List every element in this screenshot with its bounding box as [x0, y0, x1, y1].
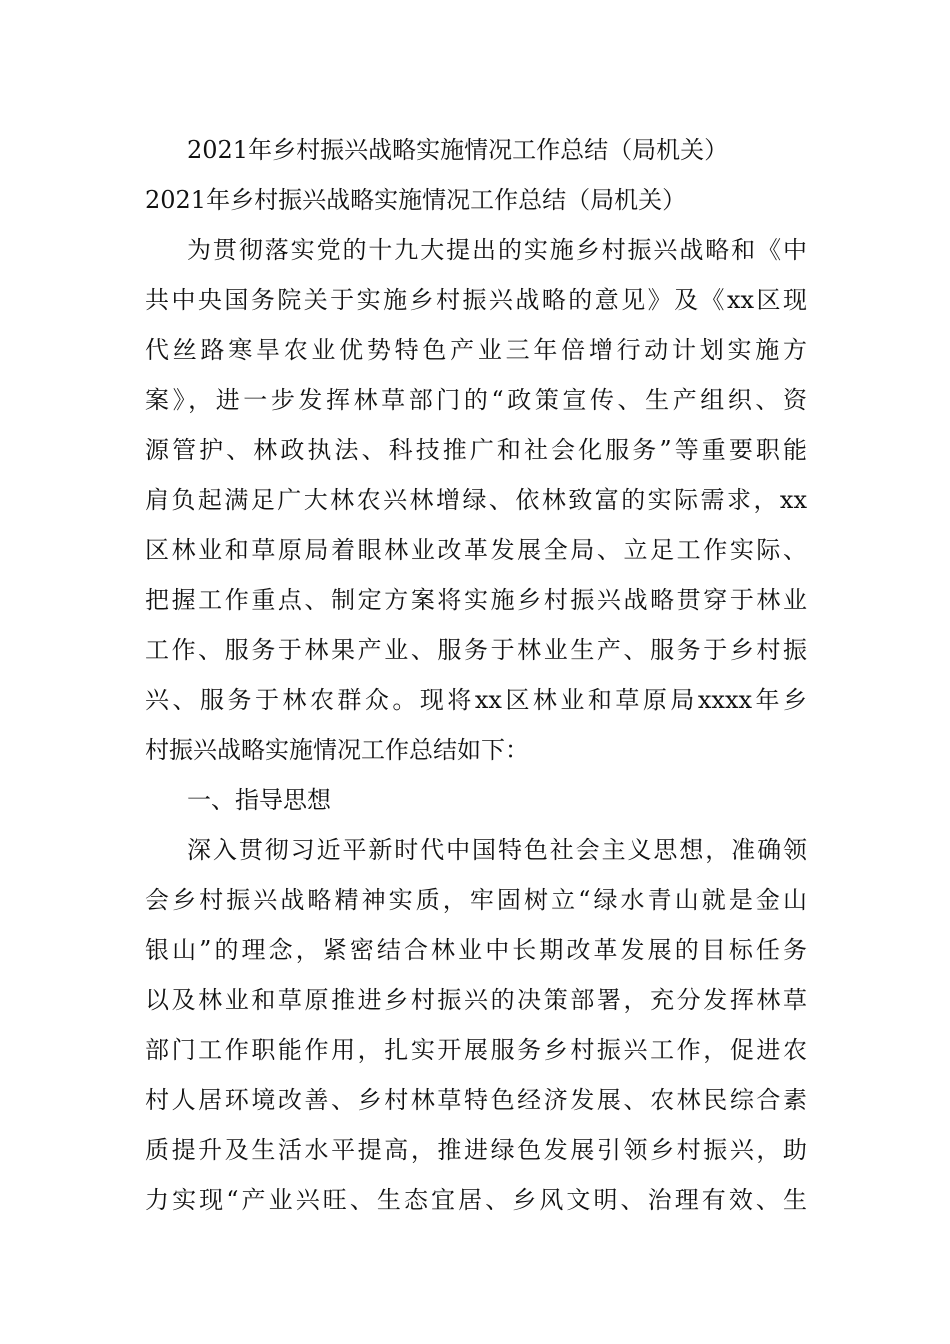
document-subtitle: 2021年乡村振兴战略实施情况工作总结（局机关）	[145, 186, 687, 214]
paragraph-line: 肩负起满足广大林农兴林增绿、依林致富的实际需求，xx	[145, 486, 807, 514]
paragraph-line: 案》，进一步发挥林草部门的“政策宣传、生产组织、资	[145, 386, 807, 414]
paragraph-line: 部门工作职能作用，扎实开展服务乡村振兴工作，促进农	[145, 1036, 807, 1064]
paragraph-line: 村人居环境改善、乡村林草特色经济发展、农林民综合素	[145, 1086, 807, 1114]
paragraph-line: 力实现“产业兴旺、生态宜居、乡风文明、治理有效、生	[145, 1186, 807, 1214]
paragraph-line: 为贯彻落实党的十九大提出的实施乡村振兴战略和《中	[187, 236, 807, 264]
paragraph-line: 代丝路寒旱农业优势特色产业三年倍增行动计划实施方	[145, 336, 807, 364]
document-title: 2021年乡村振兴战略实施情况工作总结（局机关）	[187, 136, 729, 164]
paragraph-line: 把握工作重点、制定方案将实施乡村振兴战略贯穿于林业	[145, 586, 807, 614]
paragraph-line: 共中央国务院关于实施乡村振兴战略的意见》及《xx区现	[145, 286, 807, 314]
paragraph-line: 源管护、林政执法、科技推广和社会化服务”等重要职能	[145, 436, 807, 464]
paragraph-line: 村振兴战略实施情况工作总结如下：	[145, 736, 529, 764]
paragraph-line: 以及林业和草原推进乡村振兴的决策部署，充分发挥林草	[145, 986, 807, 1014]
paragraph-line: 质提升及生活水平提高，推进绿色发展引领乡村振兴，助	[145, 1136, 807, 1164]
paragraph-line: 区林业和草原局着眼林业改革发展全局、立足工作实际、	[145, 536, 807, 564]
paragraph-line: 工作、服务于林果产业、服务于林业生产、服务于乡村振	[145, 636, 807, 664]
paragraph-line: 兴、服务于林农群众。现将xx区林业和草原局xxxx年乡	[145, 686, 807, 714]
paragraph-line: 深入贯彻习近平新时代中国特色社会主义思想，准确领	[187, 836, 807, 864]
paragraph-line: 银山”的理念，紧密结合林业中长期改革发展的目标任务	[145, 936, 807, 964]
paragraph-line: 会乡村振兴战略精神实质，牢固树立“绿水青山就是金山	[145, 886, 807, 914]
section-heading: 一、指导思想	[187, 786, 331, 814]
